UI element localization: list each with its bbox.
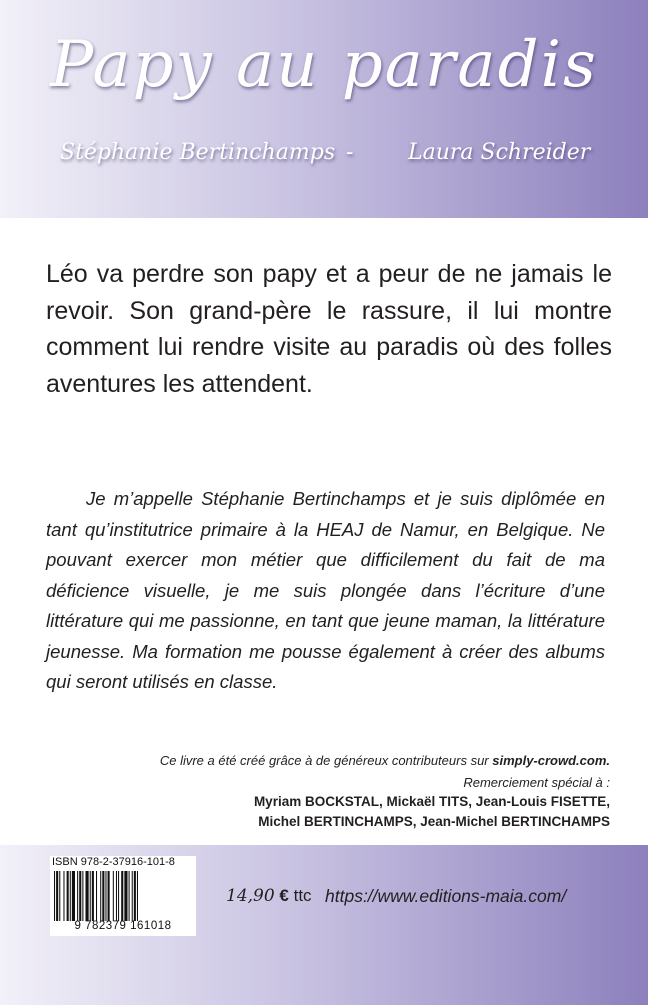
ean-number: 9 782379 161018 bbox=[74, 920, 172, 932]
publisher-website: https://www.editions-maia.com/ bbox=[325, 886, 567, 906]
barcode-bars-icon bbox=[54, 871, 192, 921]
author-bio: Je m’appelle Stéphanie Bertinchamps et je suis diplômée en tant qu’institutrice primaire à la HEAJ de Namur, en Belgique. Ne pouvant exercer mon métier que difficilement du fait de ma déficience visuelle, je me suis plongée dans l’écriture d’une littérature qui me passionne, en tant que jeune maman, la littérature jeunesse. Ma formation me pousse également à créer des albums qui seront utilisés en classe. bbox=[46, 488, 605, 692]
crowdfunding-credit bbox=[50, 752, 610, 770]
thanks-heading: Remerciement spécial à : bbox=[463, 775, 610, 790]
thanks-names-2: Michel BERTINCHAMPS, Jean-Michel BERTINCHAMPS bbox=[258, 814, 610, 829]
isbn-barcode bbox=[50, 856, 196, 936]
crowdfunding-site: simply-crowd.com. bbox=[492, 753, 610, 768]
price-currency: € bbox=[279, 886, 289, 905]
book-title: Papy au paradis bbox=[50, 28, 598, 102]
author-name-2: Laura Schreider bbox=[408, 140, 591, 165]
isbn-number: ISBN 978-2-37916-101-8 bbox=[52, 856, 175, 868]
thanks-names-1: Myriam BOCKSTAL, Mickaël TITS, Jean-Louis FISETTE, bbox=[253, 794, 610, 809]
price bbox=[226, 886, 312, 906]
book-summary: Léo va perdre son papy et a peur de ne jamais le revoir. Son grand-père le rassure, il lui montre comment lui rendre visite au paradis où des folles aventures les attendent. bbox=[46, 260, 612, 398]
authors-line bbox=[60, 140, 591, 176]
author-name-1: Stéphanie Bertinchamps bbox=[60, 140, 336, 165]
credits-block bbox=[50, 752, 610, 832]
price-suffix: ttc bbox=[288, 886, 312, 905]
price-amount: 14,90 bbox=[226, 886, 275, 906]
credit-text: Ce livre a été créé grâce à de généreux contributeurs sur bbox=[159, 753, 493, 768]
author-separator: - bbox=[346, 140, 354, 165]
